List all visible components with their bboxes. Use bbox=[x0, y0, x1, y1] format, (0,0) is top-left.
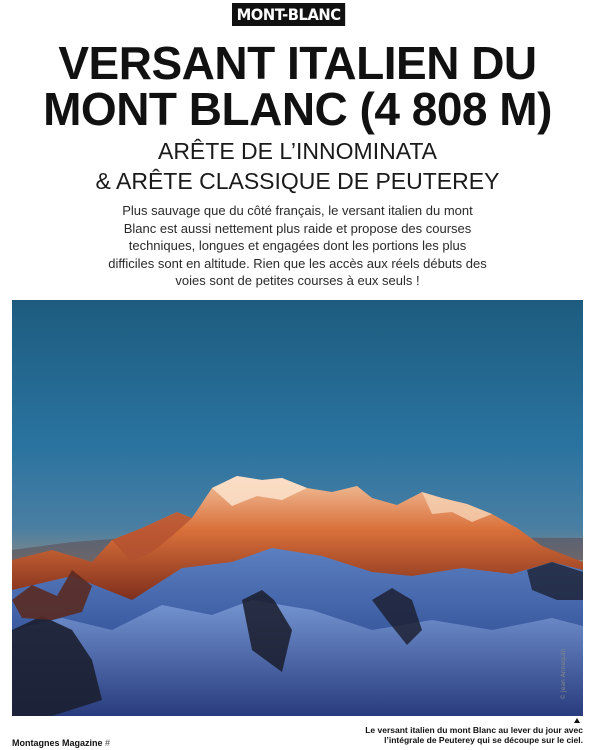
caption-arrow-icon bbox=[574, 718, 580, 723]
mountain-photo bbox=[12, 300, 583, 716]
article-title-line-2: MONT BLANC (4 808 M) bbox=[43, 83, 552, 135]
article-subtitle-line-2: & ARÊTE CLASSIQUE DE PEUTEREY bbox=[95, 168, 500, 194]
page-number: # bbox=[105, 738, 111, 748]
article-subtitle-line-1: ARÊTE DE L’INNOMINATA bbox=[157, 138, 438, 164]
intro-paragraph: Plus sauvage que du côté français, le versant italien du mont Blanc est aussi nettement plus raide et propose des courses techniques, longues et engagées dont les portions les plus difficiles sont en altitude. Rien que les accès aux réels débuts des voies sont de petites courses à eux seuls ! bbox=[108, 203, 487, 288]
photo-caption-line-1: Le versant italien du mont Blanc au lever du jour avec bbox=[365, 725, 583, 735]
photo-credit: © Jean Annequin bbox=[560, 648, 567, 700]
photo-caption-line-2: l’intégrale de Peuterey qui se découpe sur le ciel. bbox=[384, 735, 583, 745]
section-tag: MONT-BLANC bbox=[232, 3, 345, 26]
page-footer bbox=[12, 738, 110, 748]
publication-name: Montagnes Magazine bbox=[12, 738, 103, 748]
photo-caption bbox=[323, 725, 583, 745]
article-title-line-1: VERSANT ITALIEN DU bbox=[58, 37, 537, 89]
